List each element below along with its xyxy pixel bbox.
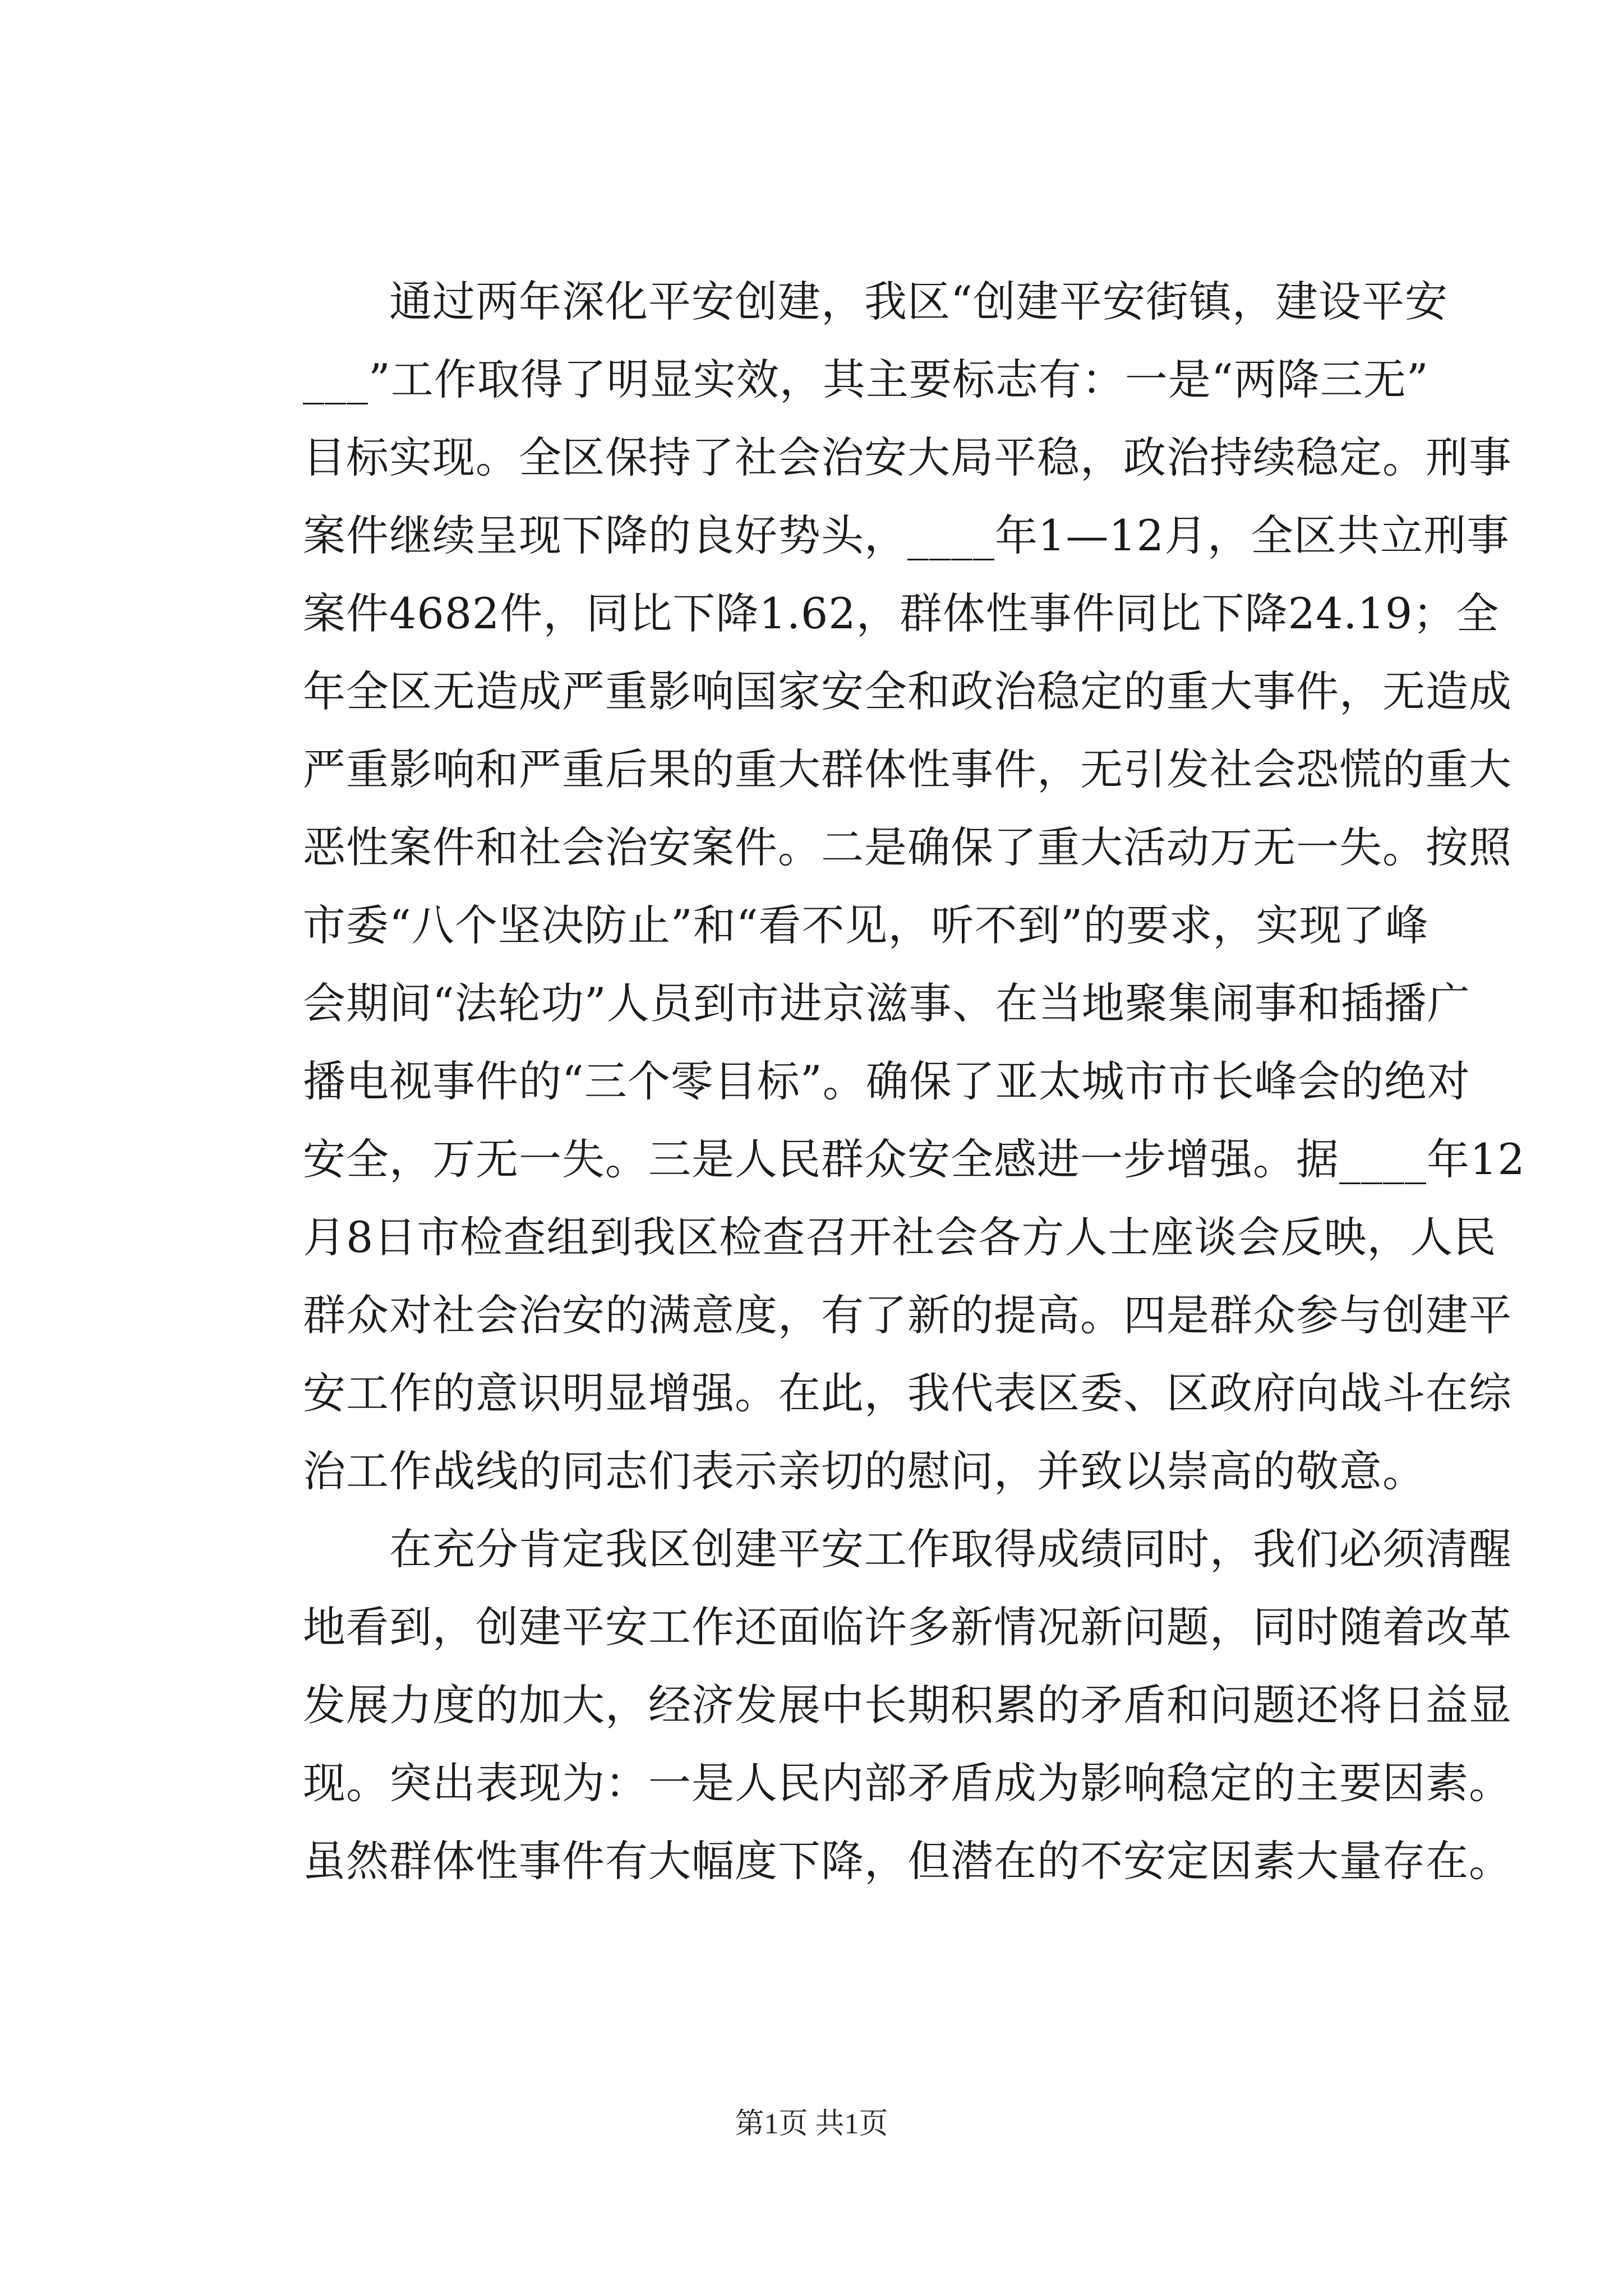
text-line: 地看到，创建平安工作还面临许多新情况新问题，同时随着改革 [303,1602,1512,1652]
text-line: 案件继续呈现下降的良好势头，____年1—12月，全区共立刑事 [303,510,1510,560]
text-line: 群众对社会治安的满意度，有了新的提高。四是群众参与创建平 [303,1290,1512,1340]
text-line: 播电视事件的“三个零目标”。确保了亚太城市市长峰会的绝对 [303,1056,1470,1106]
text-line: 安全，万无一失。三是人民群众安全感进一步增强。据____年12 [303,1134,1525,1184]
text-line: ___”工作取得了明显实效，其主要标志有：一是“两降三无” [303,355,1429,404]
text-line: 年全区无造成严重影响国家安全和政治稳定的重大事件，无造成 [303,666,1512,716]
document-body [303,263,1525,1900]
page-footer: 第1页 共1页 [735,2108,888,2140]
text-line: 现。突出表现为：一是人民内部矛盾成为影响稳定的主要因素。 [303,1758,1512,1808]
text-line: 治工作战线的同志们表示亲切的慰问，并致以崇高的敬意。 [303,1446,1426,1496]
text-line: 通过两年深化平安创建，我区“创建平安街镇，建设平安 [303,277,1448,326]
text-line: 会期间“法轮功”人员到市进京滋事、在当地聚集闹事和插播广 [303,978,1470,1028]
text-line: 案件4682件，同比下降1.62，群体性事件同比下降24.19；全 [303,588,1500,638]
text-line: 严重影响和严重后果的重大群体性事件，无引发社会恐慌的重大 [303,744,1512,794]
text-line: 市委“八个坚决防止”和“看不见，听不到”的要求，实现了峰 [303,900,1429,950]
text-line: 在充分肯定我区创建平安工作取得成绩同时，我们必须清醒 [303,1524,1512,1574]
text-line: 恶性案件和社会治安案件。二是确保了重大活动万无一失。按照 [303,822,1512,872]
text-line: 虽然群体性事件有大幅度下降，但潜在的不安定因素大量存在。 [303,1836,1512,1886]
text-line: 发展力度的加大，经济发展中长期积累的矛盾和问题还将日益显 [303,1680,1512,1730]
text-line: 安工作的意识明显增强。在此，我代表区委、区政府向战斗在综 [303,1368,1512,1418]
text-line: 目标实现。全区保持了社会治安大局平稳，政治持续稳定。刑事 [303,432,1512,482]
text-line: 月8日市检查组到我区检查召开社会各方人士座谈会反映，人民 [303,1212,1497,1262]
